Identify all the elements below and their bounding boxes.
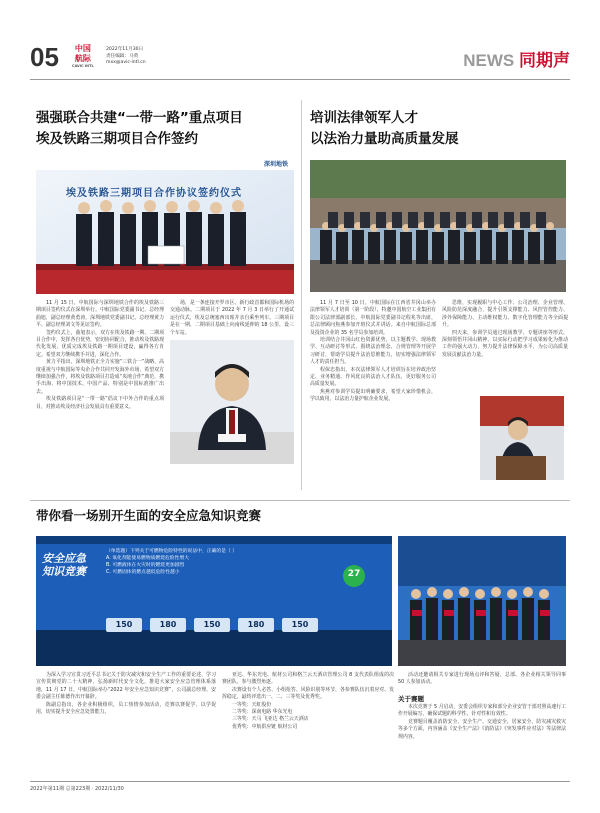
issue-meta [106, 47, 146, 67]
footer-issue-info: 2022年第11期 总第223期 · 2022/11/30 [30, 786, 124, 792]
article3-contest-photo [36, 536, 392, 666]
article2-group-photo [310, 160, 566, 292]
article3-column3 [398, 672, 566, 687]
team-score: 150 [203, 620, 221, 629]
paragraph: 签约仪式上，曲旭表示，双方在埃及铁路一期、二期项目合作中，发挥各自优势，密切协同配合，推动埃及铁路现代化发展，优质完成埃及铁路一期项目建设，赢得各方肯定。希望双方继续携手并进，深化合作。 [36, 329, 164, 358]
article3-winners-photo [398, 536, 566, 666]
logo-text-bottom: 航际 [74, 54, 91, 63]
article3-column2 [222, 672, 394, 731]
logo-english: CAVIC INTL [72, 64, 94, 68]
paragraph: 本次竞赛于 5 月启动，安委会组织专家和部分企业安管干部对照高速行工作开展编写，确保试题的科学性、针对性和有效性。 [398, 704, 566, 718]
paragraph: 为深入学习宣贯习近平总书记关于防灾减灾和安全生产工作的重要论述，学习宣传贯彻党的二十大精神，弘扬新时代安全文化，推进大家安全应急管理体系落地，11 月 17 日，中航国际举办“2022 年安全应急知识竞赛”，公司副总经理、安委会副主任陈德作出开幕辞。 [36, 672, 216, 701]
article2-title [310, 108, 570, 150]
team-score: 150 [115, 620, 133, 629]
article1-title-line2: 埃及铁路三期项目合作签约 [36, 131, 198, 147]
article1-column1 [36, 300, 164, 411]
award-line: 优秀奖：中航供应链 航材公司 [232, 723, 298, 730]
paragraph: 陈副总指出，各企业积极组织，员工热情参加活动，竞赛以赛促学、以学促用，切实提升安全应急处置能力。 [36, 701, 216, 716]
paragraph: 亚达、华东光电、航材公司和格兰云天酒店管理公司 8 支代表队组成的决赛团队，参与激烈角逐。 [222, 672, 394, 686]
paragraph: 活动还邀请相关专家进行现场点评和答疑，总部、各企业相关领导同事 50 人参加活动。 [398, 672, 566, 686]
paragraph: 程保忠指出，本次法律领军人才培训旨在培养政治坚定、业务精通、作风优良的法治人才队伍，更好服务公司高质量发展。 [310, 366, 436, 388]
paragraph: 培训结合井冈山红色资源优势，以主题教学、现场教学、互动研讨等形式，围绕法治理念、合规管理等开展学习研讨，帮助学员提升法治思维能力，切实增强法律领军人才的责任担当。 [310, 337, 436, 366]
section-title-cn: 同期声 [519, 51, 570, 70]
paragraph: 四天来，参训学员通过现场教学、专题讲座等形式，深刻领悟井冈山精神，以实际行动把学习成果转化为推动工作的强大动力，努力提升法律保障水平，为公司高质量发展贡献法治力量。 [442, 329, 568, 358]
award-line: 一等奖：天虹股份 [232, 701, 272, 708]
section-title-en: NEWS [463, 51, 515, 70]
paragraph: 思维，实现履职与中心工作、公司治理、企业管理、风险防范深度融合，提升引领支撑能力、风控管控能力、涉外保障能力、主动维权能力、数字化管理能力等全面提升。 [442, 300, 568, 329]
award-line: 二等奖：深南电路 华东光电 [232, 709, 293, 716]
header-rule [30, 79, 570, 80]
team-score: 180 [159, 620, 177, 629]
section-rule [30, 500, 570, 501]
article1-column2 [170, 300, 294, 337]
article1-signing-photo [36, 156, 294, 294]
page-footer [30, 781, 570, 793]
question-text: （单选题）下列关于可燃物危险特性的说法中，正确的是（ ） [106, 549, 238, 554]
paragraph: 11 月 15 日，中航国际与深圳地铁合作的埃及铁路三期项目签约仪式在深圳举行。中航国际党委副书记、总经理曲旭，副总经理黄勇涛，深圳地铁党委副书记、总经理黄力平、副总经理刘文等见证签约。 [36, 300, 164, 329]
article2-speaker-photo [480, 396, 564, 480]
section-title [463, 46, 570, 71]
question-option-c: C. 可燃固体的燃点越低危险性越小 [106, 570, 180, 575]
meta-editor: 责任编辑：马黄 [106, 53, 139, 59]
article3-column1 [36, 672, 216, 716]
logo-text-top: 中国 [74, 44, 91, 53]
article3-title: 带你看一场别开生面的安全应急知识竞赛 [36, 508, 262, 523]
screen-title-line1: 安全应急 [42, 552, 86, 565]
screen-title-line2: 知识竞赛 [42, 565, 86, 578]
meta-email: mxx@avic-intl.cn [106, 60, 146, 66]
question-option-a: A. 氧化剂能使易燃物质燃烧危险性增大 [106, 556, 189, 561]
article2-title-line2: 以法治力量助高质量发展 [310, 131, 459, 147]
paragraph: 埃及铁路项目是“一带一路”倡议下中外合作的重点项目，对推动埃及经济社会发展具有重要意义。 [36, 396, 164, 410]
about-questions-heading: 关于赛题 [398, 695, 424, 703]
paragraph: 竞赛题目覆盖消防安全、安全生产、交通安全、居家安全、防灾减灾救灾等多个方面，内容涵盖《安全生产法》《消防法》《突发事件应对法》等法律法规内容。 [398, 718, 566, 740]
page-header [30, 38, 570, 78]
page-number: 05 [30, 42, 59, 72]
award-line: 三等奖：天马 飞亚达 格兰云天酒店 [232, 716, 309, 723]
paragraph: 决赛设有个人必答、小组抢答、风险识别等环节，各参赛队伍沉着应对、发挥稳定，最终评选出一、二、三等奖及优秀奖。 [222, 686, 394, 701]
article1-title-line1: 强强联合共建“一带一路”重点项目 [36, 110, 243, 126]
countdown-timer: 27 [347, 569, 361, 579]
team-score: 150 [291, 620, 309, 629]
article1-speaker-photo [170, 340, 294, 464]
meta-date: 2022年11月30日 [106, 47, 144, 52]
banner-logo: 深圳地铁 [263, 161, 288, 168]
question-option-b: B. 可燃液体在火灾时的燃烧更加剧烈 [106, 563, 185, 568]
banner-text: 埃及铁路三期项目合作协议签约仪式 [66, 188, 242, 199]
question-panel [106, 548, 346, 576]
contest-screen-title [42, 552, 86, 578]
article1-title [36, 108, 286, 150]
paragraph: 场，是一条连接开罗市区、新行政首都和国际机场的交通动脉。二期项目于 2022 年 7 月 3 日举行了开通试运行仪式，埃及总统塞西出席并亲自乘坐列车。三期项目是在一期、二期项目基础上向南线延伸的 18 公里，设三个车站。 [170, 300, 294, 336]
team-score: 180 [247, 620, 265, 629]
article2-column2 [442, 300, 568, 359]
paragraph: 黄力平指出，深圳地铁正全力实施“三铁合一”战略，高度重视与中航国际等央企合作共同开发海外市场，希望双方继续加强合作，将埃及铁路项目打造成“央地合作”典范，携手出海，将中国技术、中国产品、特别是中国标准推广出去。 [36, 359, 164, 395]
column-divider [301, 100, 302, 490]
publication-logo [72, 44, 94, 68]
article2-title-line1: 培训法律领军人才 [310, 110, 418, 126]
paragraph: 焦燕对参训学员提出明确要求，希望大家珍惜机会，学以致用，以法治力量护航企业发展。 [310, 388, 436, 403]
article3-column3-continued [398, 704, 566, 741]
paragraph: 11 月 7 日至 10 日，中航国际在江西省井冈山举办法律领军人才培训（第一阶段），特邀中国航空工业集团有限公司法律部副部长，中航国际党委副书记程兆等出席，总法律顾问焦燕参加开班仪式并讲话。来自中航国际总部及投资企业的 35 名学员参加培训。 [310, 300, 436, 336]
article2-column1 [310, 300, 436, 404]
